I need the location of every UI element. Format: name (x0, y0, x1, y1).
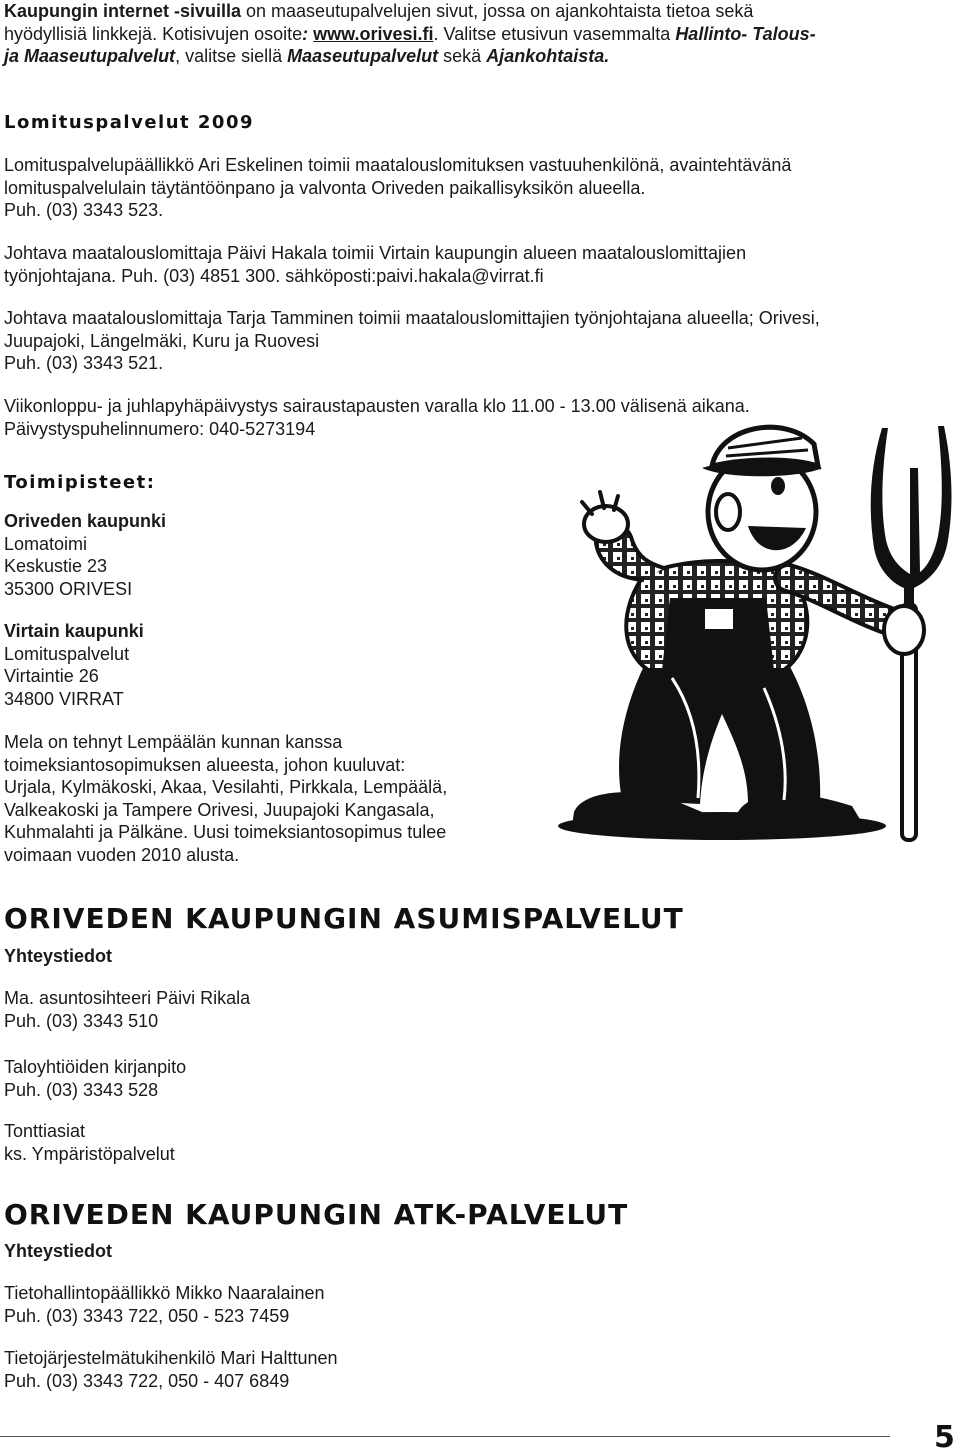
office-orivesi (4, 510, 166, 600)
toimipisteet-heading: Toimipisteet: (4, 472, 156, 493)
text-line: Tietojärjestelmätukihenkilö Mari Halttunen (4, 1348, 338, 1368)
text-line: Puh. (03) 3343 528 (4, 1079, 159, 1100)
text-line: Päivystyspuhelinnumero: 040-5273194 (4, 418, 316, 439)
asumis-contact-2 (4, 1056, 186, 1101)
lomitus-paragraph-3 (4, 307, 820, 375)
text-line: Puh. (03) 3343 510 (4, 1010, 159, 1031)
overalls (619, 656, 820, 804)
intro-paragraph (4, 0, 816, 68)
lomitus-paragraph-2 (4, 242, 746, 287)
intro-text: . Valitse etusivun vasemmalta (433, 23, 676, 44)
intro-text: on maaseutupalvelujen sivut, jossa on ajankohtaista tietoa sekä (241, 1, 754, 21)
text-line: Taloyhtiöiden kirjanpito (4, 1057, 187, 1077)
text-line: Valkeakoski ja Tampere Orivesi, Juupajoki Kangasala, (4, 799, 435, 820)
farmer-cartoon-illustration (552, 408, 960, 848)
mela-paragraph (4, 731, 447, 866)
text-line: lomituspalvelulain täytäntöönpano ja valvonta Oriveden paikallisyksikön alueella. (4, 177, 646, 198)
footer-divider (0, 1436, 890, 1437)
intro-bold-menu: Maaseutupalvelut (287, 46, 439, 66)
nose (716, 494, 740, 530)
text-line: Puh. (03) 3343 523. (4, 200, 164, 220)
text-line: Juupajoki, Längelmäki, Kuru ja Ruovesi (4, 330, 320, 351)
text-line: Ma. asuntosihteeri Päivi Rikala (4, 988, 251, 1008)
text-line: Lomituspalvelut (4, 643, 130, 664)
text-line: Puh. (03) 3343 722, 050 - 407 6849 (4, 1370, 290, 1391)
text-line: Puh. (03) 3343 722, 050 - 523 7459 (4, 1305, 290, 1326)
lomitus-heading: Lomituspalvelut 2009 (4, 112, 254, 133)
page-number: 5 (934, 1420, 955, 1455)
text-line: Johtava maatalouslomittaja Tarja Tamminen toimii maatalouslomittajien työnjohtajana alueella; Orivesi, (4, 308, 820, 328)
intro-bold-menu: Ajankohtaista. (486, 46, 610, 66)
eye (771, 477, 785, 495)
text-line: Puh. (03) 3343 521. (4, 353, 164, 373)
text-line: Keskustie 23 (4, 556, 108, 576)
text-line: 34800 VIRRAT (4, 688, 124, 709)
text-line: toimeksiantosopimuksen alueesta, johon kuuluvat: (4, 754, 406, 775)
text-line: Lomituspalvelupäällikkö Ari Eskelinen toimii maatalouslomituksen vastuuhenkilönä, avaintehtävänä (4, 155, 792, 175)
office-virrat (4, 620, 144, 710)
text-line: Lomatoimi (4, 533, 88, 554)
atk-palvelut-heading: ORIVEDEN KAUPUNGIN ATK-PALVELUT (4, 1198, 629, 1231)
intro-text: : (302, 23, 314, 44)
text-line: ks. Ympäristöpalvelut (4, 1143, 175, 1164)
text-line: Johtava maatalouslomittaja Päivi Hakala toimii Virtain kaupungin alueen maatalouslomittajien (4, 243, 747, 263)
hand-right (884, 606, 924, 654)
text-line: 35300 ORIVESI (4, 578, 133, 599)
intro-bold-menu: ja Maaseutupalvelut (4, 46, 176, 66)
intro-text: sekä (438, 46, 487, 66)
text-line: työnjohtajana. Puh. (03) 4851 300. sähköposti:paivi.hakala@virrat.fi (4, 265, 544, 286)
text-line: voimaan vuoden 2010 alusta. (4, 844, 240, 865)
asumis-contact-1 (4, 987, 250, 1032)
intro-text: , valitse siellä (175, 46, 288, 66)
atk-contact-1 (4, 1282, 325, 1327)
text-line: Tietohallintopäällikkö Mikko Naaralainen (4, 1283, 325, 1303)
lomitus-paragraph-1 (4, 154, 791, 222)
asumis-contact-3 (4, 1120, 175, 1165)
atk-yhteystiedot-label: Yhteystiedot (4, 1241, 113, 1261)
asumis-yhteystiedot-label: Yhteystiedot (4, 946, 113, 966)
website-link[interactable]: www.orivesi.fi (313, 23, 434, 44)
intro-bold-menu: Hallinto- Talous- (675, 23, 816, 44)
text-line: Kuhmalahti ja Pälkäne. Uusi toimeksiantosopimus tulee (4, 822, 447, 842)
text-line: Mela on tehnyt Lempäälän kunnan kanssa (4, 732, 343, 752)
text-line: Urjala, Kylmäkoski, Akaa, Vesilahti, Pirkkala, Lempäälä, (4, 777, 448, 797)
asumispalvelut-heading: ORIVEDEN KAUPUNGIN ASUMISPALVELUT (4, 902, 684, 935)
text-line: Viikonloppu- ja juhlapyhäpäivystys sairaustapausten varalla klo 11.00 - 13.00 välisenä aikana. (4, 396, 750, 416)
atk-contact-2 (4, 1347, 337, 1392)
text-line: Tonttiasiat (4, 1121, 86, 1141)
intro-bold-lead: Kaupungin internet -sivuilla (4, 1, 242, 21)
intro-text: hyödyllisiä linkkejä. Kotisivujen osoite (4, 23, 303, 44)
office-name: Virtain kaupunki (4, 621, 144, 641)
text-line: Virtaintie 26 (4, 666, 99, 686)
office-name: Oriveden kaupunki (4, 511, 167, 531)
